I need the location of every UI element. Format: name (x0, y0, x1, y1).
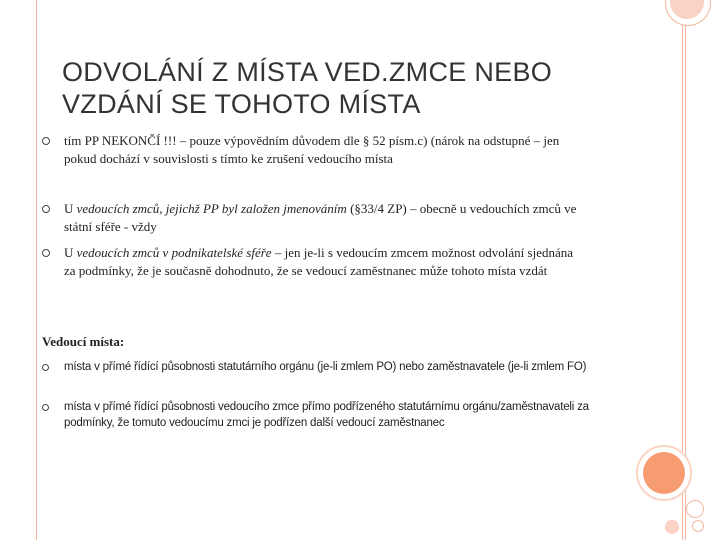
sub-bullet-text-2: místa v přímé řídící působnosti vedoucího zmce přímo podřízeného statutárnímu orgánu/zaměstnavateli za podmínky, že tomuto vedoucímu zmci je podřízen další vedoucí zaměstnanec (64, 401, 589, 429)
bullet-text-3-italic: vedoucích zmců v podnikatelské sféře (76, 245, 272, 260)
bullet-text-2-suffix: (§33/4 ZP) – obecně u vedouchích zmců ve státní sféře - vždy (64, 201, 577, 234)
bullet-circle-icon (42, 404, 49, 411)
bullet-text-2-italic: vedoucích zmců, jejichž PP byl založen jmenováním (76, 201, 347, 216)
decorative-circle-small-2 (665, 520, 679, 534)
bullet-circle-icon (42, 205, 50, 213)
slide-title (62, 56, 662, 120)
slide-frame-left-border (36, 0, 37, 540)
bullet-text-2 (64, 200, 584, 236)
decorative-circle-small-3 (692, 520, 704, 532)
bullet-text-3 (64, 244, 584, 280)
bullet-text-1: tím PP NEKONČÍ !!! – pouze výpovědním důvodem dle § 52 písm.c) (nárok na odstupné – jen pokud dochází v souvislosti s tímto ke zrušení vedoucího místa (64, 133, 560, 166)
bullet-circle-icon (42, 137, 50, 145)
sub-heading-vedouci-mista: Vedoucí místa: (42, 334, 125, 349)
bullet-circle-icon (42, 249, 50, 257)
sub-bullet-text-1: místa v přímé řídící působnosti statutárního orgánu (je-li zmlem PO) nebo zaměstnavatele (je-li zmlem FO) (64, 361, 587, 373)
decorative-circle-bottom-inner (643, 452, 685, 494)
slide-title-line-2: VZDÁNÍ SE TOHOTO MÍSTA (62, 89, 421, 119)
bullet-text-3-suffix: – jen je-li s vedoucím zmcem možnost odvolání sjednána za podmínky, že je současně dohodnuto, že se vedoucí zaměstnanec může tohoto místa vzdát (64, 245, 574, 278)
decorative-circle-small-1 (686, 500, 704, 518)
bullet-text-3-prefix: U (64, 245, 77, 260)
slide-title-line-1: ODVOLÁNÍ Z MÍSTA VED.ZMCE NEBO (62, 57, 553, 87)
bullet-circle-icon (42, 364, 49, 371)
bullet-text-2-prefix: U (64, 201, 77, 216)
